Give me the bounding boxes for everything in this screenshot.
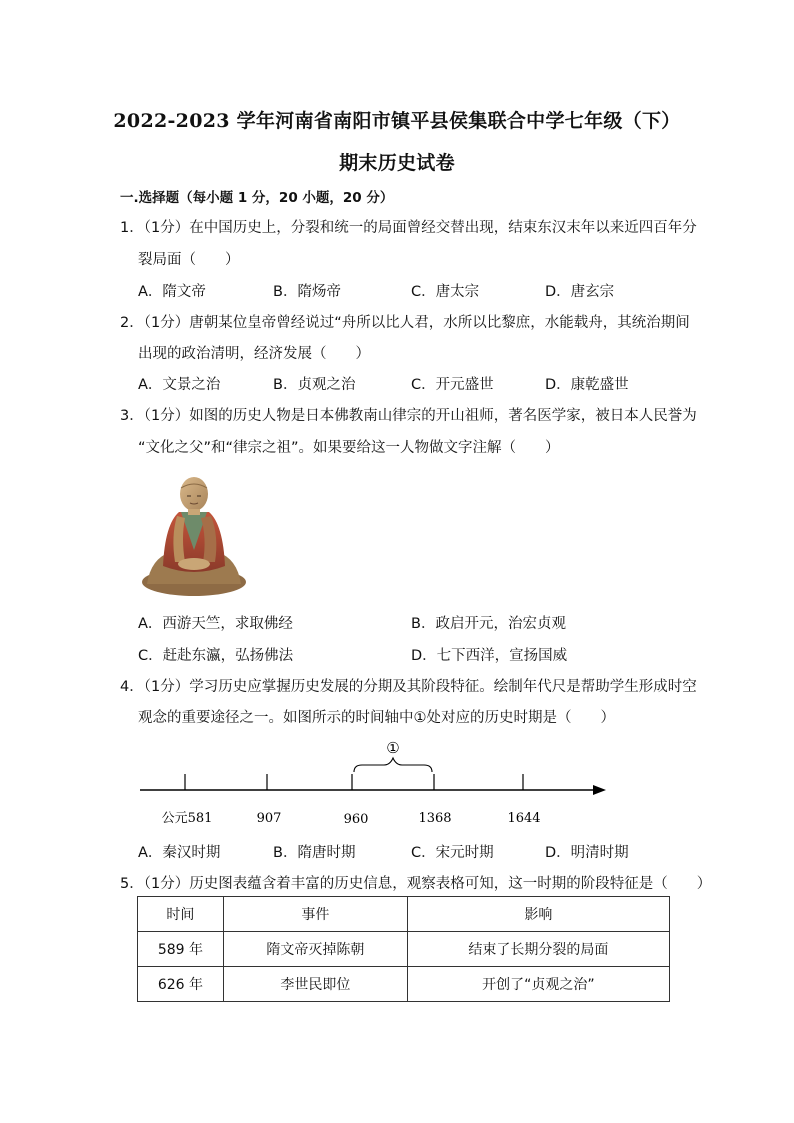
q4-stem-line2: 观念的重要途径之一。如图所示的时间轴中①处对应的历史时期是（ ）	[138, 710, 615, 726]
table-cell: 李世民即位	[223, 967, 407, 1002]
period-brace	[354, 758, 432, 772]
q1-option-c[interactable]: C．唐太宗	[411, 284, 480, 300]
tick-label: 1644	[507, 811, 541, 826]
q3-option-a[interactable]: A．西游天竺，求取佛经	[138, 616, 293, 632]
q1-stem-line1: 1．（1分）在中国历史上，分裂和统一的局面曾经交替出现，结束东汉末年以来近四百年分	[120, 220, 697, 236]
table-header-cell: 事件	[223, 897, 407, 932]
tick-label: 907	[256, 811, 282, 826]
q3-option-b[interactable]: B．政启开元，治宏贞观	[411, 616, 566, 632]
tick-label: 公元581	[161, 811, 213, 826]
paper-title-line2: 期末历史试卷	[339, 152, 455, 174]
tick-label: 960	[343, 812, 369, 827]
paper-title-line1: 2022-2023 学年河南省南阳市镇平县侯集联合中学七年级（下）	[113, 110, 681, 132]
q3-option-c[interactable]: C．赶赴东瀛，弘扬佛法	[138, 648, 294, 664]
q2-option-b[interactable]: B．贞观之治	[273, 377, 356, 393]
table-row	[138, 932, 670, 967]
table-cell: 626 年	[138, 967, 224, 1002]
section-heading: 一.选择题（每小题 1 分，20 小题，20 分）	[120, 190, 394, 206]
table-cell: 589 年	[138, 932, 224, 967]
timeline-figure	[130, 736, 620, 836]
table-header-row	[138, 897, 670, 932]
q4-option-a[interactable]: A．秦汉时期	[138, 845, 221, 861]
q1-option-d[interactable]: D．唐玄宗	[545, 284, 615, 300]
q2-option-a[interactable]: A．文景之治	[138, 377, 221, 393]
q2-option-d[interactable]: D．康乾盛世	[545, 377, 629, 393]
q1-option-b[interactable]: B．隋炀帝	[273, 284, 341, 300]
monk-statue-image	[141, 466, 247, 596]
table-header-cell: 影响	[407, 897, 669, 932]
q4-option-b[interactable]: B．隋唐时期	[273, 845, 356, 861]
table-cell: 开创了“贞观之治”	[407, 967, 669, 1002]
q4-option-c[interactable]: C．宋元时期	[411, 845, 494, 861]
table-row	[138, 967, 670, 1002]
table-header-cell: 时间	[138, 897, 224, 932]
q3-stem-line1: 3．（1分）如图的历史人物是日本佛教南山律宗的开山祖师，著名医学家，被日本人民誉为	[120, 408, 697, 424]
q4-stem-line1: 4．（1分）学习历史应掌握历史发展的分期及其阶段特征。绘制年代尺是帮助学生形成时空	[120, 679, 697, 695]
table-cell: 隋文帝灭掉陈朝	[223, 932, 407, 967]
timeline-arrow-icon	[593, 785, 606, 795]
q1-stem-line2: 裂局面（ ）	[138, 252, 240, 268]
q2-stem-line1: 2．（1分）唐朝某位皇帝曾经说过“舟所以比人君，水所以比黎庶，水能载舟，其统治期间	[120, 315, 690, 331]
tick-label: 1368	[418, 811, 452, 826]
q2-option-c[interactable]: C．开元盛世	[411, 377, 494, 393]
timeline-marker: ①	[386, 739, 400, 757]
q4-option-d[interactable]: D．明清时期	[545, 845, 629, 861]
q1-option-a[interactable]: A．隋文帝	[138, 284, 206, 300]
q5-stem-line1: 5．（1分）历史图表蕴含着丰富的历史信息，观察表格可知，这一时期的阶段特征是（ ）	[120, 876, 712, 892]
q3-option-d[interactable]: D．七下西洋，宣扬国威	[411, 648, 568, 664]
history-table	[137, 896, 670, 1002]
q2-stem-line2: 出现的政治清明，经济发展（ ）	[138, 346, 370, 362]
q3-stem-line2: “文化之父”和“律宗之祖”。如果要给这一人物做文字注解（ ）	[138, 440, 560, 456]
table-cell: 结束了长期分裂的局面	[407, 932, 669, 967]
